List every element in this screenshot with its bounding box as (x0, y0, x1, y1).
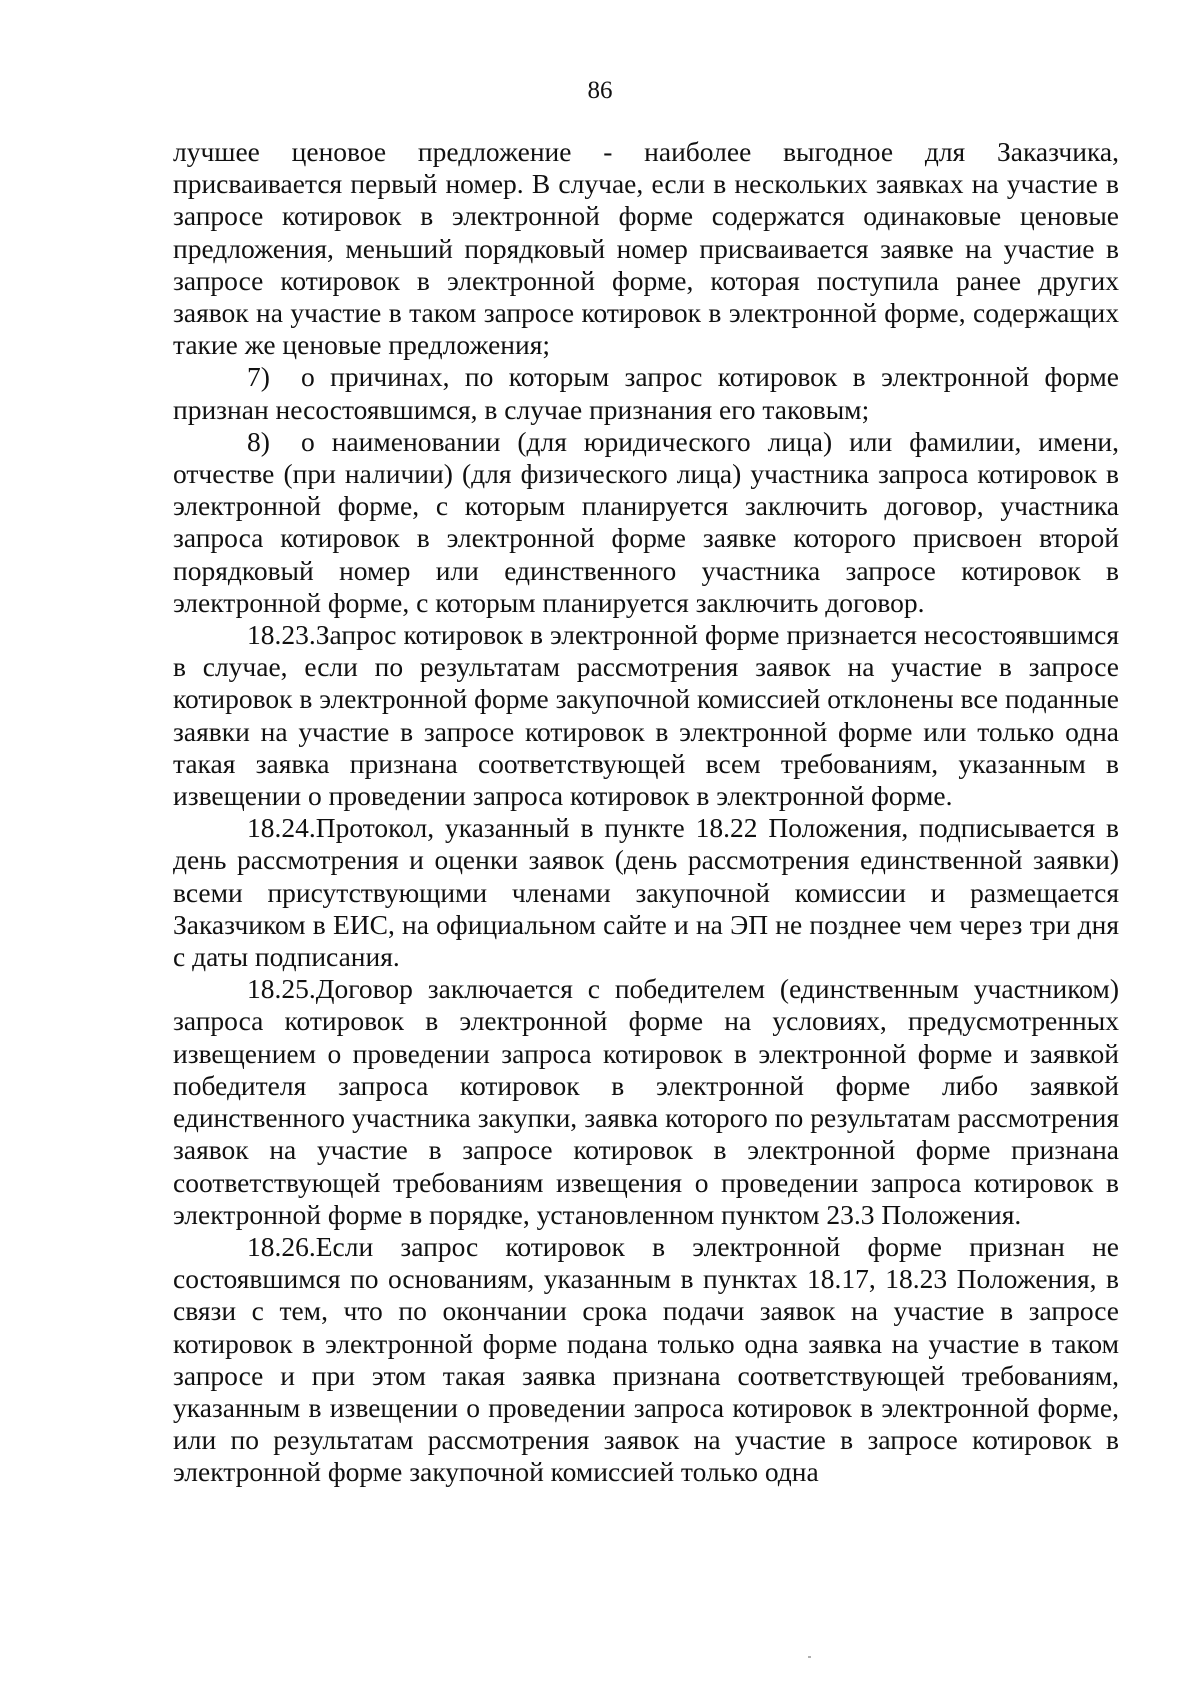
paragraph-continuation: лучшее ценовое предложение - наиболее выгодное для Заказчика, присваивается первый номер. В случае, если в нескольких заявках на участие в запросе котировок в электронной форме содержатся одинаковые ценовые предложения, меньший порядковый номер присваивается заявке на участие в запросе котировок в электронной форме, которая поступила ранее других заявок на участие в таком запросе котировок в электронной форме, содержащих такие же ценовые предложения; (173, 136, 1119, 361)
paragraph-18-23: 18.23.Запрос котировок в электронной форме признается несостоявшимся в случае, если по результатам рассмотрения заявок на участие в запросе котировок в электронной форме закупочной комиссией отклонены все поданные заявки на участие в запросе котировок в электронной форме или только одна такая заявка признана соответствующей всем требованиям, указанным в извещении о проведении запроса котировок в электронной форме. (173, 619, 1119, 812)
list-item-number: 8) (247, 425, 270, 457)
document-body (173, 136, 1119, 1489)
page-number: 86 (587, 77, 613, 104)
list-item-number: 7) (247, 361, 270, 393)
scan-speck (808, 1656, 811, 1658)
list-item-8 (173, 426, 1119, 619)
list-item-text: о наименовании (для юридического лица) или фамилии, имени, отчестве (при наличии) (для физического лица) участника запроса котировок в электронной форме, с которым планируется заключить договор, участника запроса котировок в электронной форме заявке которого присвоен второй порядковый номер или единственного участника запросе котировок в электронной форме, с которым планируется заключить договор. (173, 425, 1119, 618)
paragraph-18-26: 18.26.Если запрос котировок в электронной форме признан не состоявшимся по основаниям, указанным в пунктах 18.17, 18.23 Положения, в связи с тем, что по окончании срока подачи заявок на участие в запросе котировок в электронной форме подана только одна заявка на участие в таком запросе и при этом такая заявка признана соответствующей требованиям, указанным в извещении о проведении запроса котировок в электронной форме, или по результатам рассмотрения заявок на участие в запросе котировок в электронной форме закупочной комиссией только одна (173, 1230, 1119, 1488)
list-item-7 (173, 361, 1119, 425)
list-item-text: о причинах, по которым запрос котировок в электронной форме признан несостоявшимся, в случае признания его таковым; (173, 361, 1119, 425)
paragraph-18-24: 18.24.Протокол, указанный в пункте 18.22 Положения, подписывается в день рассмотрения и оценки заявок (день рассмотрения единственной заявки) всеми присутствующими членами закупочной комиссии и размещается Заказчиком в ЕИС, на официальном сайте и на ЭП не позднее чем через три дня с даты подписания. (173, 812, 1119, 973)
paragraph-18-25: 18.25.Договор заключается с победителем (единственным участником) запроса котировок в электронной форме на условиях, предусмотренных извещением о проведении запроса котировок в электронной форме и заявкой победителя запроса котировок в электронной форме либо заявкой единственного участника закупки, заявка которого по результатам рассмотрения заявок на участие в запросе котировок в электронной форме признана соответствующей требованиям извещения о проведении запроса котировок в электронной форме в порядке, установленном пунктом 23.3 Положения. (173, 973, 1119, 1230)
